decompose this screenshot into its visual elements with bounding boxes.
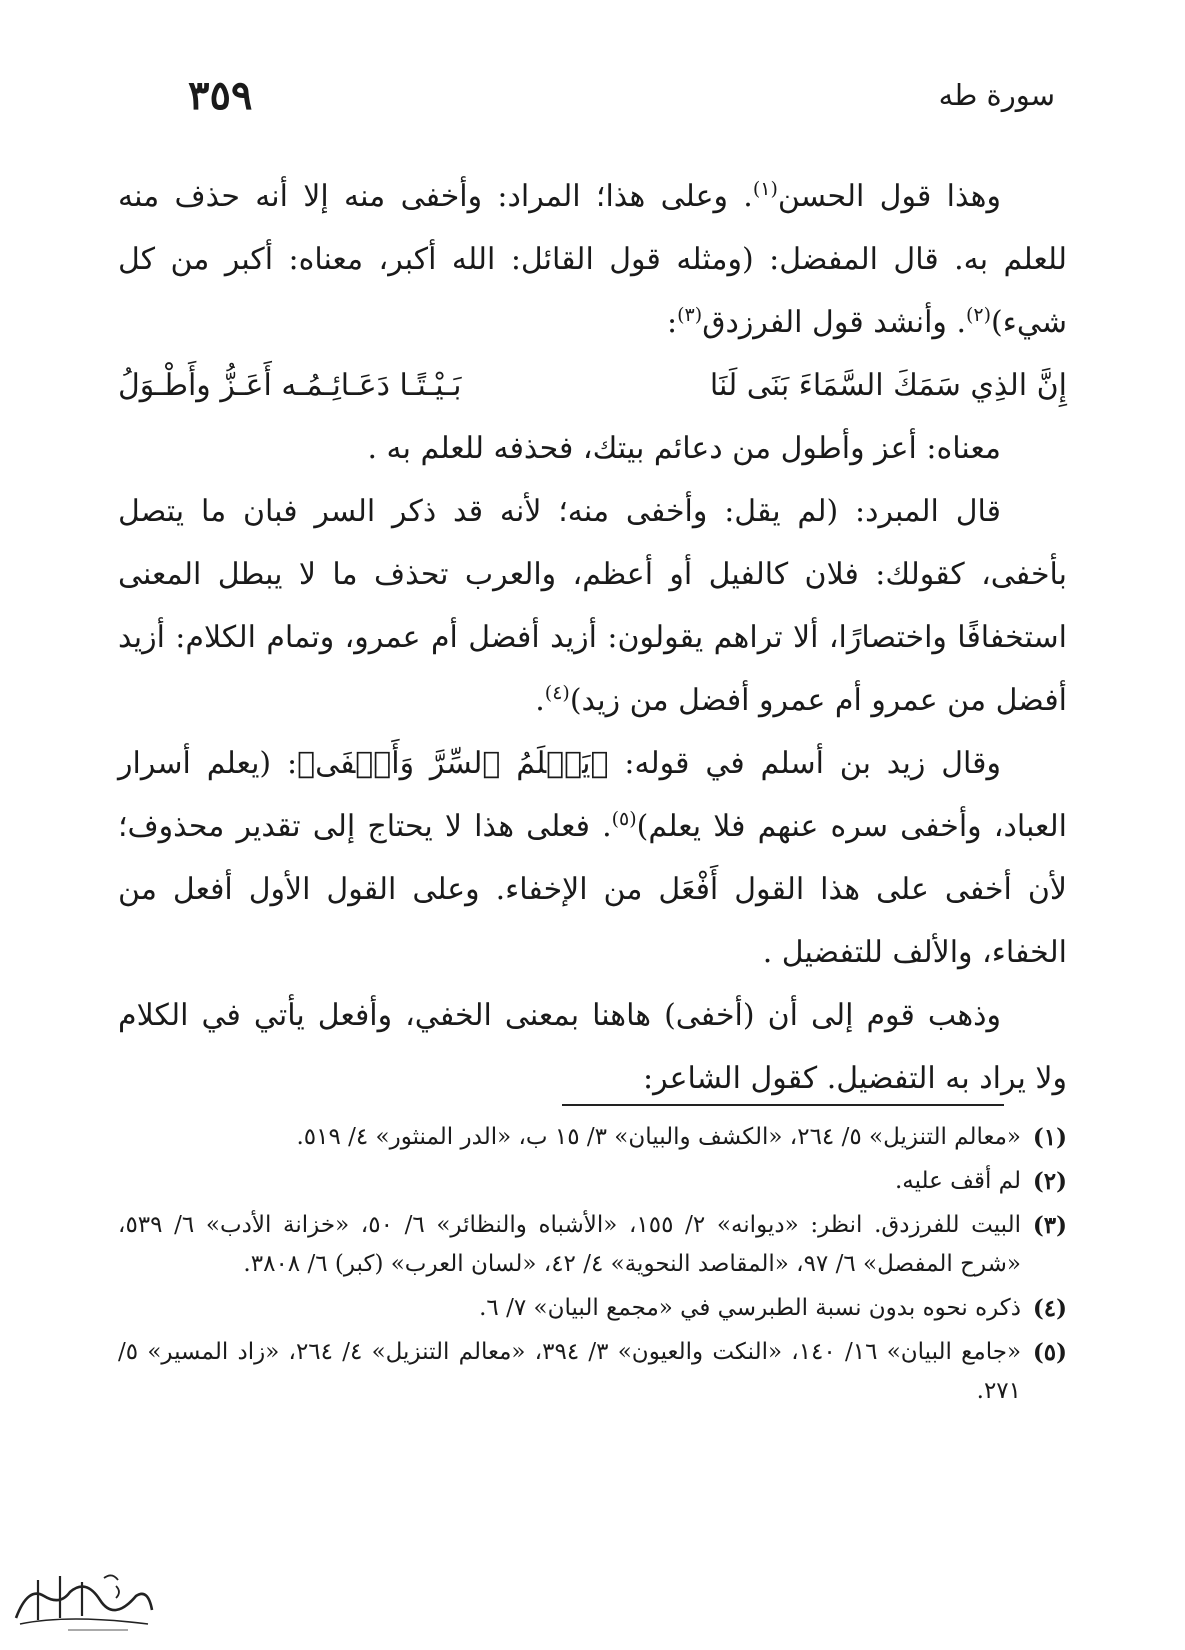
footnote-text: «معالم التنزيل» ٥/ ٢٦٤، «الكشف والبيان» ٣/ ١٥ ب، «الدر المنثور» ٤/ ٥١٩. [296,1124,1021,1150]
footnote-item [118,1206,1067,1284]
footnote-text: «جامع البيان» ١٦/ ١٤٠، «النكت والعيون» ٣/ ٣٩٤، «معالم التنزيل» ٤/ ٢٦٤، «زاد المسير» ٥/ ٢٧١. [118,1339,1022,1404]
footnote-item [118,1333,1067,1411]
footnote-ref-5[interactable]: (٥) [611,808,637,830]
footnote-number: (٤) [1032,1295,1067,1322]
footnote-ref-3[interactable]: (٣) [677,304,703,326]
footnote-number: (١) [1032,1124,1067,1151]
footnote-number: (٥) [1032,1339,1067,1366]
text-run: وقال زيد بن أسلم في قوله: ﴿يَعۡلَمُ ٱلسِّرَّ وَأَخۡفَى﴾: (يعلم أسرار العباد، وأخفى سره عنهم فلا يعلم) [118,746,1067,844]
paragraph-5: وذهب قوم إلى أن (أخفى) هاهنا بمعنى الخفي، وأفعل يأتي في الكلام ولا يراد به التفضيل. كقول الشاعر: [118,998,1067,1096]
text-run: وهذا قول الحسن [777,179,1001,214]
text-run: . [535,683,545,718]
text-run: : [667,305,678,340]
verse-second-hemistich: بَـيْـتًـا دَعَـائِـمُـه أَعَـزُّ وأَطْـوَلُ [118,368,462,403]
footnote-separator [562,1104,1004,1106]
text-run: . وعلى هذا؛ المراد: وأخفى منه إلا أنه حذف منه للعلم به. قال المفضل: (ومثله قول القائل: الله أكبر، معناه: أكبر من كل شيء) [118,179,1067,340]
paragraph-4 [118,732,1067,984]
footnotes-section [118,1118,1067,1416]
footnote-ref-1[interactable]: (١) [752,178,778,200]
footnote-text: ذكره نحوه بدون نسبة الطبرسي في «مجمع البيان» ٧/ ٦. [479,1295,1021,1321]
verse-first-hemistich: إِنَّ الذِي سَمَكَ السَّمَاءَ بَنَى لَنَا [709,368,1067,403]
paragraph-3 [118,480,1067,732]
page-number: ٣٥٩ [188,72,253,119]
footnote-number: (٢) [1032,1168,1067,1195]
poetry-verse [118,354,1067,417]
footnote-number: (٣) [1032,1212,1067,1239]
text-run: . فعلى هذا لا يحتاج إلى تقدير محذوف؛ لأن أخفى على هذا القول أَفْعَل من الإخفاء. وعلى القول الأول أفعل من الخفاء، والألف للتفضيل . [118,809,1067,970]
page-header [180,72,1055,132]
footnote-text: البيت للفرزدق. انظر: «ديوانه» ٢/ ١٥٥، «الأشباه والنظائر» ٦/ ٥٠، «خزانة الأدب» ٦/ ٥٣٩، «شرح المفصل» ٦/ ٩٧، «المقاصد النحوية» ٤/ ٤٢، «لسان العرب» (كبر) ٦/ ٣٨٠٨. [118,1212,1022,1277]
text-run: . وأنشد قول الفرزدق [702,305,966,340]
footnote-item [118,1162,1067,1201]
footnote-ref-4[interactable]: (٤) [544,682,570,704]
footnote-item [118,1118,1067,1157]
text-run: قال المبرد: (لم يقل: وأخفى منه؛ لأنه قد ذكر السر فبان ما يتصل بأخفى، كقولك: فلان كالفيل أو أعظم، والعرب تحذف ما لا يبطل المعنى استخفافًا واختصارًا، ألا تراهم يقولون: أزيد أفضل أم عمرو، وتمام الكلام: أزيد أفضل من عمرو أم عمرو أفضل من زيد) [118,494,1067,718]
footnote-text: لم أقف عليه. [894,1168,1021,1194]
main-text [118,165,1067,1110]
watermark-logo-icon [8,1566,158,1638]
footnote-ref-2[interactable]: (٢) [965,304,992,326]
paragraph-1 [118,165,1067,354]
running-title: سورة طه [938,78,1055,112]
paragraph-2: معناه: أعز وأطول من دعائم بيتك، فحذفه للعلم به . [367,431,1001,466]
footnote-item [118,1289,1067,1328]
